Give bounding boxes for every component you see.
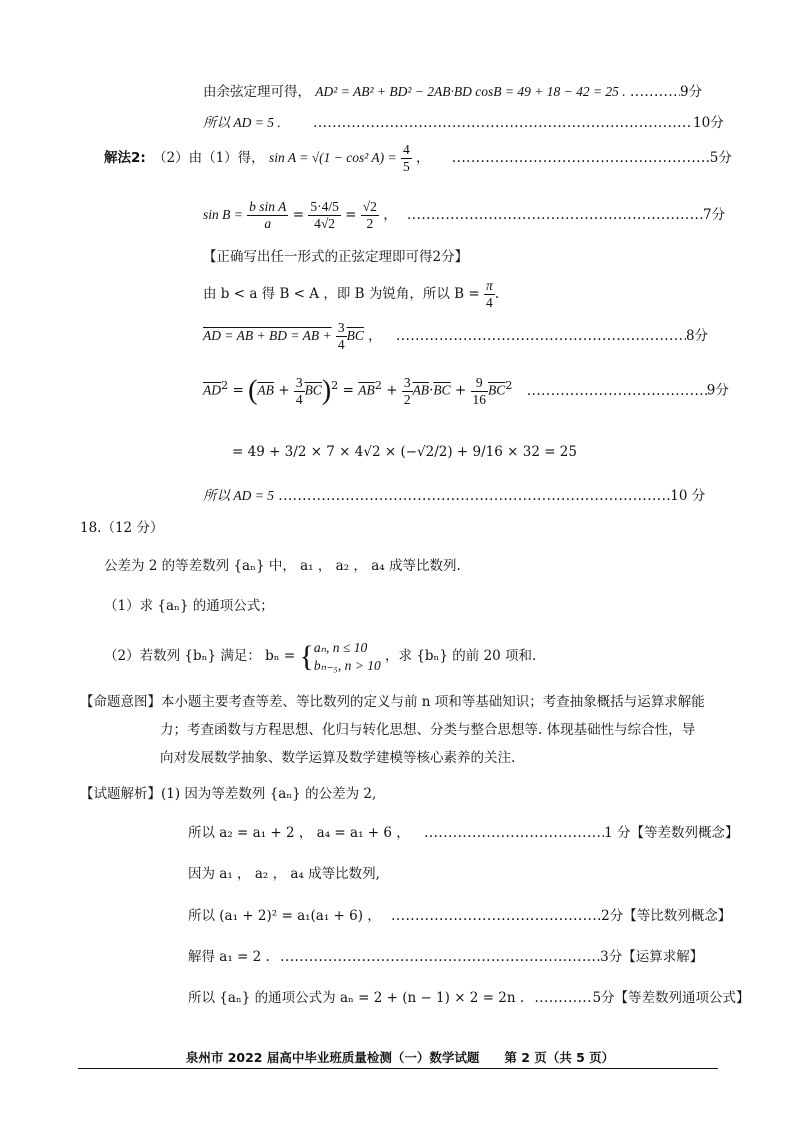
analysis-label: 【试题解析】 <box>80 786 161 802</box>
score: 2分【等比数列概念】 <box>601 908 732 924</box>
leader-dots <box>313 113 693 133</box>
acute-angle-line: 由 b < a 得 B < A ，即 B 为锐角，所以 B = $\frac{\pi}{4}$ . <box>203 278 499 310</box>
intent-text-2: 力；考查函数与方程思想、化归与转化思想、分类与整合思想等. 体现基础性与综合性，导 <box>160 722 696 738</box>
text: 所以 {aₙ} 的通项公式为 aₙ = 2 + (n − 1) × 2 = 2n . <box>188 990 525 1006</box>
computation-line: = 49 + 3/2 × 7 × 4√2 × (−√2/2) + 9/16 × 32 = 25 <box>232 444 577 460</box>
numerator: 4 <box>402 142 410 157</box>
intent-block <box>80 688 705 716</box>
step-1 <box>188 823 738 843</box>
step-2: 因为 a₁ ， a₂ ， a₄ 成等比数列, <box>188 866 380 882</box>
step-5 <box>188 988 750 1008</box>
fraction <box>484 278 495 311</box>
denominator: 5 <box>402 159 410 174</box>
score: 1 分【等差数列概念】 <box>604 825 739 841</box>
problem-18-stem: 公差为 2 的等差数列 {aₙ} 中， a₁ ， a₂ ， a₄ 成等比数列. <box>104 558 461 574</box>
text: （2）由（1）得， <box>153 150 265 166</box>
fraction <box>308 199 341 232</box>
numerator: 3 <box>337 320 345 335</box>
grading-note: 【正确写出任一形式的正弦定理即可得2分】 <box>203 249 469 265</box>
fraction <box>247 199 288 232</box>
score: 10分 <box>693 115 724 131</box>
cosine-law-line <box>203 82 702 102</box>
score: 5分【等差数列通项公式】 <box>592 990 750 1006</box>
leader-dots <box>396 318 686 354</box>
formula: sin A = √(1 − cos² A) = <box>268 150 397 165</box>
leader-dots <box>452 140 710 176</box>
denominator: 4√2 <box>314 216 336 231</box>
intent-text-3: 向对发展数学抽象、数学运算及数学建模等核心素养的关注. <box>160 750 516 766</box>
numerator: 5·4/5 <box>310 199 339 214</box>
denominator: 4 <box>337 337 345 352</box>
fraction <box>361 199 379 232</box>
text: 由余弦定理可得， <box>203 84 311 100</box>
denominator: a <box>264 216 272 231</box>
score: 3分【运算求解】 <box>600 949 704 965</box>
footer-divider <box>78 1068 718 1069</box>
score: 8分 <box>685 328 709 344</box>
method2-label: 解法2: <box>104 150 146 166</box>
page-footer: 泉州市 2022 届高中毕业班质量检测（一）数学试题 第 2 页（共 5 页） <box>185 1050 615 1065</box>
leader-dots <box>630 82 680 102</box>
problem-18-heading: 18.（12 分） <box>80 520 164 536</box>
formula: sin B = <box>203 207 243 222</box>
intent-label: 【命题意图】 <box>80 694 161 710</box>
sinB-line: sin B = $\frac{\text{b sin A}}{a}$ = $\frac{5\cdot 4/5}{4√2}$ = $\frac{√2}{2}$ ， ..... 7分 <box>203 190 725 240</box>
leader-dots <box>424 823 604 843</box>
text: 所以 AD = 5 <box>203 488 274 503</box>
vector-ad-line: AD = AB + BD = AB + $\frac{3}{4}$ $\overline{BC}$ ， ..... 8分 <box>203 318 708 354</box>
score: 9分 <box>706 382 729 399</box>
piecewise <box>314 639 381 675</box>
final-ad-line <box>203 486 705 506</box>
sinA-line: （2）由（1）得， sin A = √(1 − cos² A) = $\frac{4}{5}$ ， ..... 5分 <box>153 140 732 176</box>
fraction <box>336 320 347 353</box>
leader-dots <box>534 988 592 1008</box>
numerator: π <box>485 278 493 293</box>
leader-dots <box>407 190 703 240</box>
text: ，求 {bₙ} 的前 20 项和. <box>385 648 537 664</box>
numerator: b sin A <box>249 199 287 214</box>
analysis-text: (1) 因为等差数列 {aₙ} 的公差为 2, <box>161 786 377 802</box>
score: 5分 <box>709 150 732 166</box>
text: （2）若数列 {bₙ} 满足： bₙ = <box>104 648 296 664</box>
numerator: √2 <box>362 199 377 214</box>
analysis-block <box>80 784 376 804</box>
vector-square-line: $\overline{AD}^2 = (\overline{AB}$ + $\frac{3}{4}$ $\overline{BC})^2 = \overline{AB}^2$ + $\frac{3}{2}$ $\overline{AB}\cdot\overline{BC}$ + $\frac{9}{16}$ $\overline{BC}^2$ ..... 9分 <box>203 366 729 411</box>
leader-dots <box>280 947 600 967</box>
score: 7分 <box>703 207 726 223</box>
leader-dots <box>278 486 670 506</box>
question-1: （1）求 {aₙ} 的通项公式； <box>104 598 274 614</box>
score: 9分 <box>679 84 703 100</box>
ad-result-line <box>203 113 724 133</box>
text: 由 b < a 得 B < A ，即 B 为锐角，所以 B = <box>203 286 480 302</box>
fraction <box>401 142 412 175</box>
case-1: aₙ, n ≤ 10 <box>313 639 368 655</box>
formula: AD = AB + BD = AB + <box>203 328 332 343</box>
leader-dots <box>527 371 707 411</box>
denominator: 4 <box>485 295 493 310</box>
text: 所以 AD = 5 . <box>203 115 281 130</box>
score: 10 分 <box>670 488 706 504</box>
step-4 <box>188 947 703 967</box>
step-3 <box>188 906 731 926</box>
question-2: （2）若数列 {bₙ} 满足： bₙ = { aₙ, n ≤ 10 bₙ₋₅, n > 10 ，求 {bₙ} 的前 20 项和. <box>104 639 537 673</box>
formula: $\overline{BC}$ <box>346 328 364 343</box>
text: 所以 (a₁ + 2)² = a₁(a₁ + 6) ， <box>188 908 381 924</box>
case-2: bₙ₋₅, n > 10 <box>313 657 381 673</box>
formula: AD² = AB² + BD² − 2AB·BD cosB = 49 + 18 − 42 = 25 . <box>315 84 626 99</box>
leader-dots <box>391 906 601 926</box>
denominator: 2 <box>366 216 374 231</box>
text: 所以 a₂ = a₁ + 2 ， a₄ = a₁ + 6 ， <box>188 825 410 841</box>
text: 解得 a₁ = 2 . <box>188 949 270 965</box>
intent-text: 本小题主要考查等差、等比数列的定义与前 n 项和等基础知识；考查抽象概括与运算求解能 <box>161 694 705 710</box>
